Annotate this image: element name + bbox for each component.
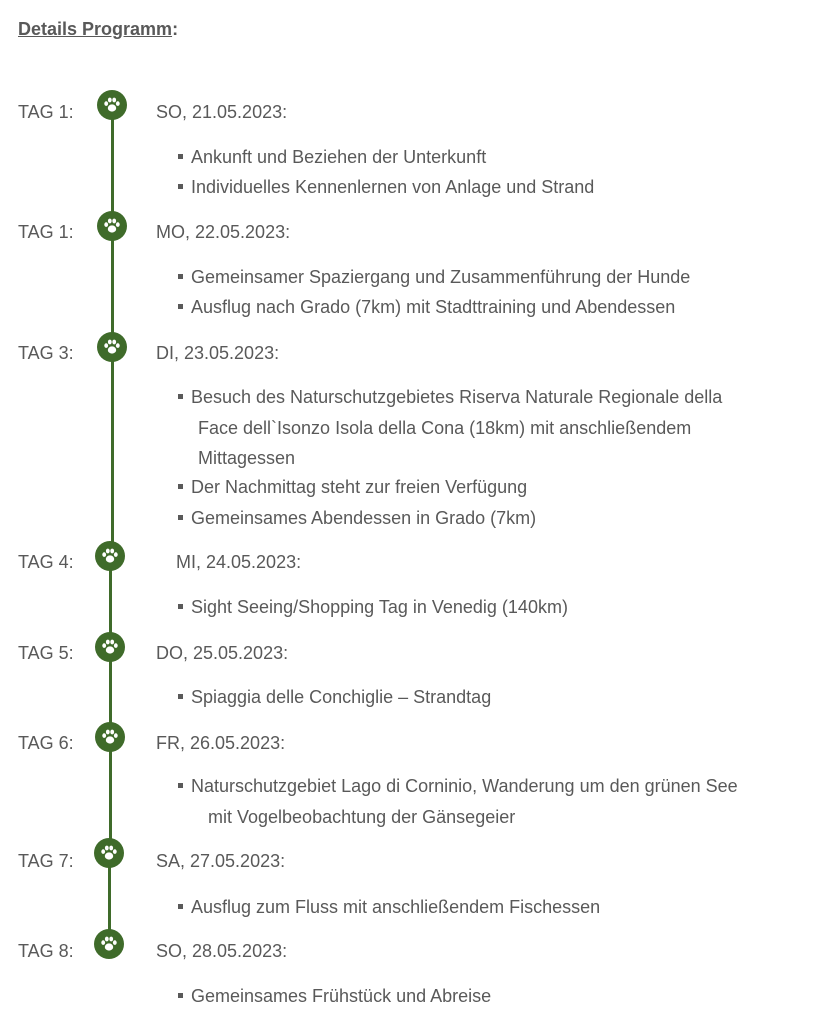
program-item-text: Gemeinsames Abendessen in Grado (7km): [191, 508, 537, 528]
day-label: TAG 1:: [18, 222, 74, 242]
program-item: [178, 267, 690, 288]
day-date: DI, 23.05.2023:: [156, 343, 280, 363]
program-item-text: Gemeinsames Frühstück und Abreise: [191, 986, 492, 1006]
timeline-connector: [109, 569, 112, 634]
day-label: TAG 1:: [18, 102, 74, 122]
bullet-icon: [178, 184, 183, 189]
program-item-text: Ausflug zum Fluss mit anschließendem Fischessen: [191, 897, 601, 917]
day-date: SO, 28.05.2023:: [156, 941, 288, 961]
day-label: TAG 3:: [18, 343, 74, 363]
paw-icon: [95, 722, 125, 752]
program-item-text: Individuelles Kennenlernen von Anlage und Strand: [191, 177, 595, 197]
paw-icon: [97, 211, 127, 241]
bullet-icon: [178, 783, 183, 788]
timeline-connector: [111, 118, 114, 213]
day-date: MO, 22.05.2023:: [156, 222, 291, 242]
day-date: DO, 25.05.2023:: [156, 643, 289, 663]
day-label: TAG 4:: [18, 552, 74, 572]
program-item: [178, 147, 486, 168]
timeline-connector: [109, 660, 112, 724]
timeline-connector: [111, 360, 114, 543]
bullet-icon: [178, 154, 183, 159]
paw-icon: [94, 838, 124, 868]
bullet-icon: [178, 904, 183, 909]
program-item-text: Besuch des Naturschutzgebietes Riserva Naturale Regionale della: [191, 387, 723, 407]
program-item-text: Ausflug nach Grado (7km) mit Stadttraining und Abendessen: [191, 297, 676, 317]
program-item: [178, 986, 491, 1007]
page-title-text: Details Programm: [18, 19, 173, 39]
day-date: FR, 26.05.2023:: [156, 733, 286, 753]
program-item: [178, 477, 527, 498]
bullet-icon: [178, 274, 183, 279]
program-item-text: Sight Seeing/Shopping Tag in Venedig (140km): [191, 597, 568, 617]
bullet-icon: [178, 515, 183, 520]
bullet-icon: [178, 694, 183, 699]
program-item: [178, 597, 568, 618]
program-item-continuation: Mittagessen: [198, 448, 296, 468]
timeline-connector: [111, 239, 114, 334]
program-item-text: Der Nachmittag steht zur freien Verfügung: [191, 477, 528, 497]
program-item: [178, 776, 738, 797]
program-item-text: Spiaggia delle Conchiglie – Strandtag: [191, 687, 492, 707]
bullet-icon: [178, 993, 183, 998]
timeline-connector: [108, 866, 111, 931]
page-title-colon: :: [172, 19, 179, 39]
program-item: [178, 687, 491, 708]
paw-icon: [94, 929, 124, 959]
program-item: [178, 297, 675, 318]
paw-icon: [95, 541, 125, 571]
timeline-connector: [109, 750, 112, 840]
bullet-icon: [178, 394, 183, 399]
program-item-text: Gemeinsamer Spaziergang und Zusammenführung der Hunde: [191, 267, 691, 287]
bullet-icon: [178, 304, 183, 309]
program-item-text: Ankunft und Beziehen der Unterkunft: [191, 147, 487, 167]
paw-icon: [95, 632, 125, 662]
day-label: TAG 7:: [18, 851, 74, 871]
day-label: TAG 5:: [18, 643, 74, 663]
paw-icon: [97, 332, 127, 362]
program-item: [178, 387, 722, 408]
page-title: [18, 19, 178, 40]
day-label: TAG 8:: [18, 941, 74, 961]
program-item: [178, 177, 594, 198]
program-item-text: Naturschutzgebiet Lago di Corninio, Wanderung um den grünen See: [191, 776, 738, 796]
program-item-continuation: mit Vogelbeobachtung der Gänsegeier: [208, 806, 516, 827]
day-date: MI, 24.05.2023:: [176, 552, 302, 572]
day-label: TAG 6:: [18, 733, 74, 753]
program-item: [178, 508, 536, 529]
program-item: [178, 897, 600, 918]
program-item-continuation: Face dell`Isonzo Isola della Cona (18km) mit anschließendem: [198, 417, 692, 438]
bullet-icon: [178, 484, 183, 489]
day-date: SA, 27.05.2023:: [156, 851, 286, 871]
bullet-icon: [178, 604, 183, 609]
day-date: SO, 21.05.2023:: [156, 102, 288, 122]
paw-icon: [97, 90, 127, 120]
